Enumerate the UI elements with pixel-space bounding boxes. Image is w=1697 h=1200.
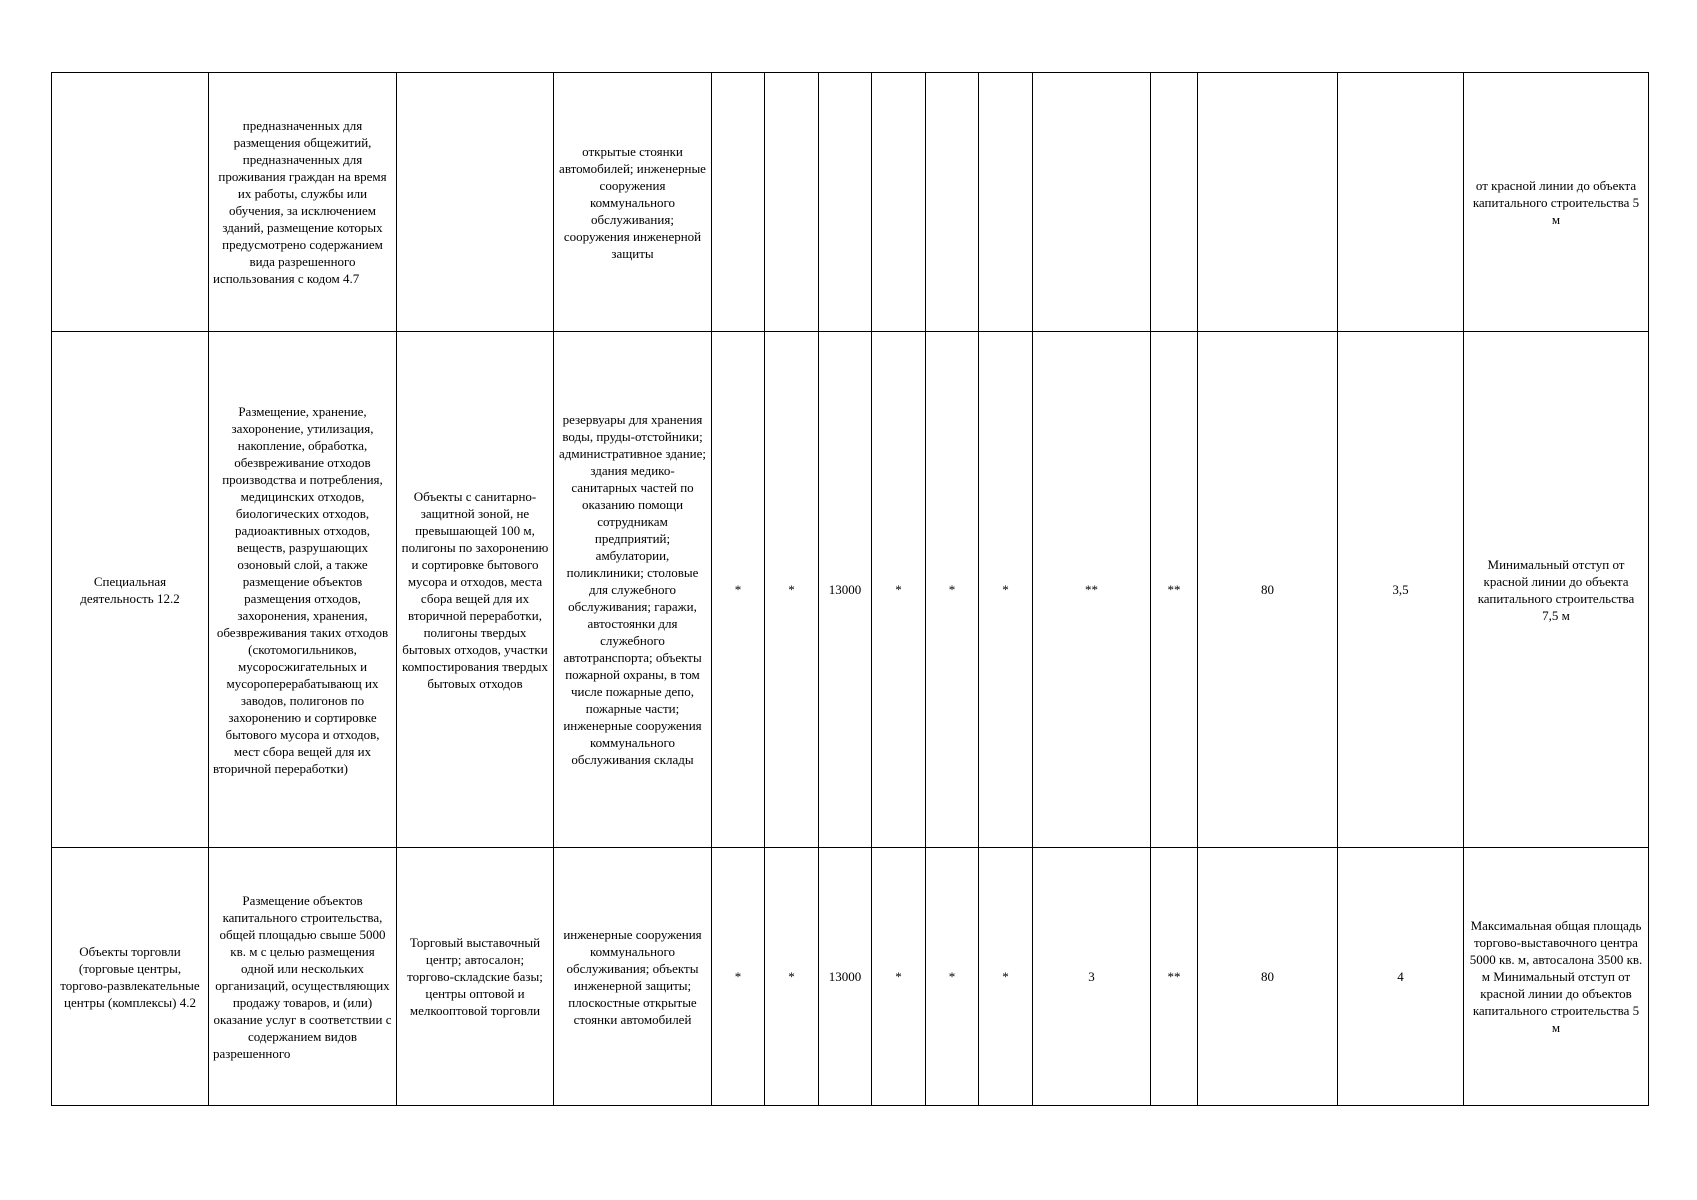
param-cell — [819, 73, 872, 332]
use-type-name — [52, 73, 209, 332]
conditional-uses — [397, 73, 554, 332]
conditional-uses: Объекты с санитарно-защитной зоной, не превышающей 100 м, полигоны по захоронению и сортировке бытового мусора и отходов, места сбора вещей для их вторичной переработки, полигоны твердых бытовых отходов, участки компостирования твердых бытовых отходов — [397, 332, 554, 848]
param-cell: * — [712, 332, 765, 848]
param-cell — [1151, 73, 1198, 332]
notes-cell: от красной линии до объекта капитального строительства 5 м — [1464, 73, 1649, 332]
table-row — [52, 332, 1649, 848]
param-cell — [765, 73, 819, 332]
use-type-name: Объекты торговли (торговые центры, торгово-развлекательные центры (комплексы) 4.2 — [52, 848, 209, 1106]
notes-cell: Минимальный отступ от красной линии до объекта капитального строительства 7,5 м — [1464, 332, 1649, 848]
param-cell: * — [872, 848, 926, 1106]
param-cell: 80 — [1198, 848, 1338, 1106]
param-cell — [1033, 73, 1151, 332]
param-cell — [926, 73, 979, 332]
param-cell: * — [926, 332, 979, 848]
use-description: Размещение объектов капитального строительства, общей площадью свыше 5000 кв. м с целью размещения одной или нескольких организаций, осуществляющих продажу товаров, и (или) оказание услуг в соответствии с содержанием видов разрешенного — [209, 848, 397, 1106]
param-cell: ** — [1151, 332, 1198, 848]
param-cell — [1338, 73, 1464, 332]
param-cell: 3 — [1033, 848, 1151, 1106]
param-cell: * — [979, 332, 1033, 848]
table-row — [52, 73, 1649, 332]
param-cell: * — [712, 848, 765, 1106]
param-cell: * — [979, 848, 1033, 1106]
param-cell: * — [926, 848, 979, 1106]
use-description: предназначенных для размещения общежитий, предназначенных для проживания граждан на время их работы, службы или обучения, за исключением зданий, размещение которых предусмотрено содержанием вида разрешенного использования с кодом 4.7 — [209, 73, 397, 332]
conditional-uses: Торговый выставочный центр; автосалон; торгово-складские базы; центры оптовой и мелкооптовой торговли — [397, 848, 554, 1106]
use-description: Размещение, хранение, захоронение, утилизация, накопление, обработка, обезвреживание отходов производства и потребления, медицинских отходов, биологических отходов, радиоактивных отходов, веществ, разрушающих озоновый слой, а также размещение объектов размещения отходов, захоронения, хранения, обезвреживания таких отходов (скотомогильников, мусоросжигательных и мусороперерабатывающ их заводов, полигонов по захоронению и сортировке бытового мусора и отходов, мест сбора вещей для их вторичной переработки) — [209, 332, 397, 848]
notes-cell: Максимальная общая площадь торгово-выставочного центра 5000 кв. м, автосалона 3500 кв. м Минимальный отступ от красной линии до объектов капитального строительства 5 м — [1464, 848, 1649, 1106]
use-type-name: Специальная деятельность 12.2 — [52, 332, 209, 848]
auxiliary-uses: инженерные сооружения коммунального обслуживания; объекты инженерной защиты; плоскостные открытые стоянки автомобилей — [554, 848, 712, 1106]
land-use-table — [51, 72, 1649, 1106]
param-cell: 3,5 — [1338, 332, 1464, 848]
param-cell: ** — [1033, 332, 1151, 848]
param-cell — [712, 73, 765, 332]
param-cell: 13000 — [819, 848, 872, 1106]
table-row — [52, 848, 1649, 1106]
param-cell: * — [872, 332, 926, 848]
param-cell: 4 — [1338, 848, 1464, 1106]
param-cell: * — [765, 332, 819, 848]
param-cell: 13000 — [819, 332, 872, 848]
auxiliary-uses: открытые стоянки автомобилей; инженерные сооружения коммунального обслуживания; сооружения инженерной защиты — [554, 73, 712, 332]
param-cell: 80 — [1198, 332, 1338, 848]
auxiliary-uses: резервуары для хранения воды, пруды-отстойники; административное здание; здания медико-санитарных частей по оказанию помощи сотрудникам предприятий; амбулатории, поликлиники; столовые для служебного обслуживания; гаражи, автостоянки для служебного автотранспорта; объекты пожарной охраны, в том числе пожарные депо, пожарные части; инженерные сооружения коммунального обслуживания склады — [554, 332, 712, 848]
param-cell: ** — [1151, 848, 1198, 1106]
param-cell: * — [765, 848, 819, 1106]
param-cell — [1198, 73, 1338, 332]
param-cell — [979, 73, 1033, 332]
param-cell — [872, 73, 926, 332]
